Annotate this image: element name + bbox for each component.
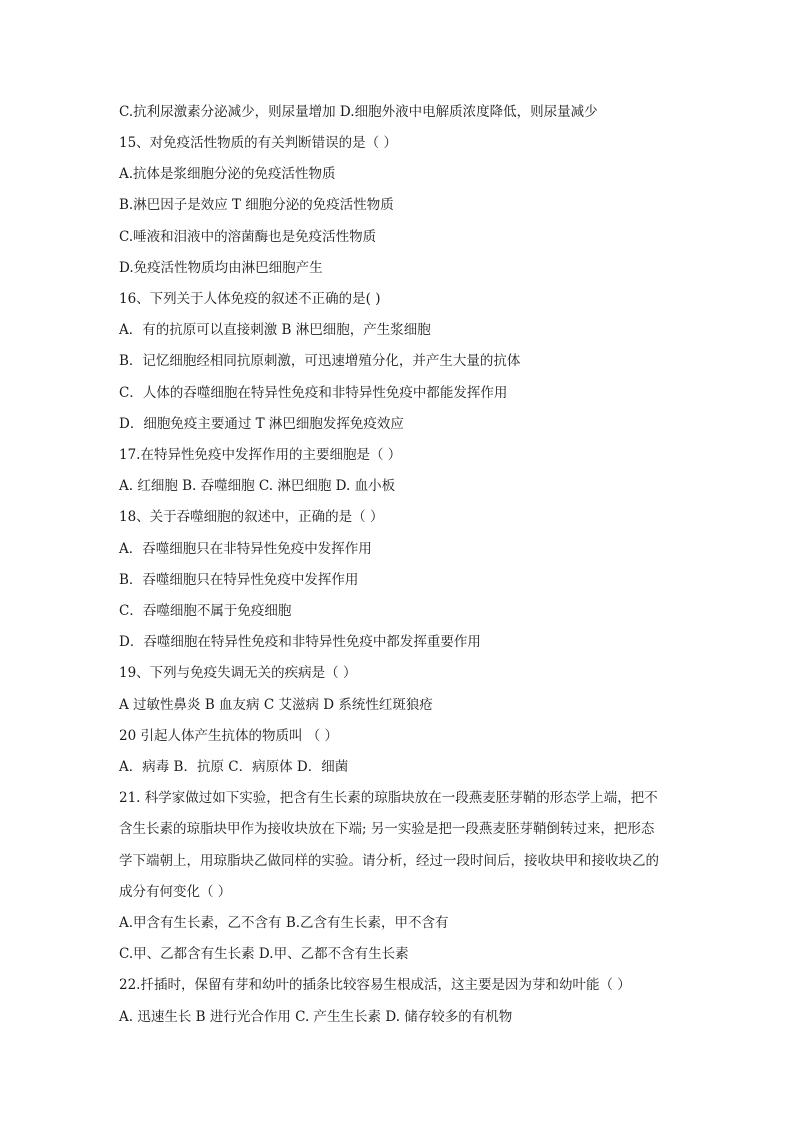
question-18-option-d: D．吞噬细胞在特异性免疫和非特异性免疫中都发挥重要作用 [119, 634, 481, 650]
question-22-stem: 22.扦插时，保留有芽和幼叶的插条比较容易生根成活，这主要是因为芽和幼叶能（ ） [119, 977, 631, 993]
question-18-stem: 18、关于吞噬细胞的叙述中，正确的是（ ） [119, 509, 384, 525]
question-15-option-c: C.唾液和泪液中的溶菌酶也是免疫活性物质 [119, 229, 377, 245]
text-line: C.抗利尿激素分泌减少，则尿量增加 D.细胞外液中电解质浓度降低，则尿量减少 [119, 104, 598, 120]
question-18-option-a: A．吞噬细胞只在非特异性免疫中发挥作用 [119, 541, 372, 557]
question-21-options-ab: A.甲含有生长素，乙不含有 B.乙含有生长素，甲不含有 [119, 915, 449, 931]
question-15-option-b: B.淋巴因子是效应 T 细胞分泌的免疫活性物质 [119, 197, 394, 213]
question-19-options: A 过敏性鼻炎 B 血友病 C 艾滋病 D 系统性红斑狼疮 [119, 697, 433, 713]
question-16-option-b: B．记忆细胞经相同抗原刺激，可迅速增殖分化，并产生大量的抗体 [119, 353, 521, 369]
question-20-options: A．病毒 B．抗原 C．病原体 D．细菌 [119, 759, 349, 775]
question-16-option-d: D．细胞免疫主要通过 T 淋巴细胞发挥免疫效应 [119, 416, 404, 432]
question-21-stem-line-2: 含生长素的琼脂块甲作为接收块放在下端; 另一实验是把一段燕麦胚芽鞘倒转过来，把形态 [119, 821, 655, 837]
question-21-stem-line-3: 学下端朝上，用琼脂块乙做同样的实验。请分析，经过一段时间后，接收块甲和接收块乙的 [119, 853, 659, 869]
question-16-option-a: A．有的抗原可以直接刺激 B 淋巴细胞，产生浆细胞 [119, 322, 431, 338]
question-19-stem: 19、下列与免疫失调无关的疾病是（ ） [119, 665, 357, 681]
question-16-stem: 16、下列关于人体免疫的叙述不正确的是( ) [119, 291, 381, 307]
question-16-option-c: C．人体的吞噬细胞在特异性免疫和非特异性免疫中都能发挥作用 [119, 385, 508, 401]
question-18-option-c: C．吞噬细胞不属于免疫细胞 [119, 603, 292, 619]
question-17-options: A. 红细胞 B. 吞噬细胞 C. 淋巴细胞 D. 血小板 [119, 478, 396, 494]
question-21-options-cd: C.甲、乙都含有生长素 D.甲、乙都不含有生长素 [119, 946, 409, 962]
question-15-option-a: A.抗体是浆细胞分泌的免疫活性物质 [119, 166, 336, 182]
question-18-option-b: B．吞噬细胞只在特异性免疫中发挥作用 [119, 572, 359, 588]
question-15-stem: 15、对免疫活性物质的有关判断错误的是（ ） [119, 135, 397, 151]
question-21-stem-line-4: 成分有何变化（ ） [119, 884, 232, 900]
question-22-options: A. 迅速生长 B 进行光合作用 C. 产生生长素 D. 储存较多的有机物 [119, 1009, 513, 1025]
question-15-option-d: D.免疫活性物质均由淋巴细胞产生 [119, 260, 323, 276]
question-21-stem-line-1: 21. 科学家做过如下实验，把含有生长素的琼脂块放在一段燕麦胚芽鞘的形态学上端，把不 [119, 790, 658, 806]
question-20-stem: 20 引起人体产生抗体的物质叫 （ ） [119, 728, 339, 744]
question-17-stem: 17.在特异性免疫中发挥作用的主要细胞是（ ） [119, 447, 402, 463]
